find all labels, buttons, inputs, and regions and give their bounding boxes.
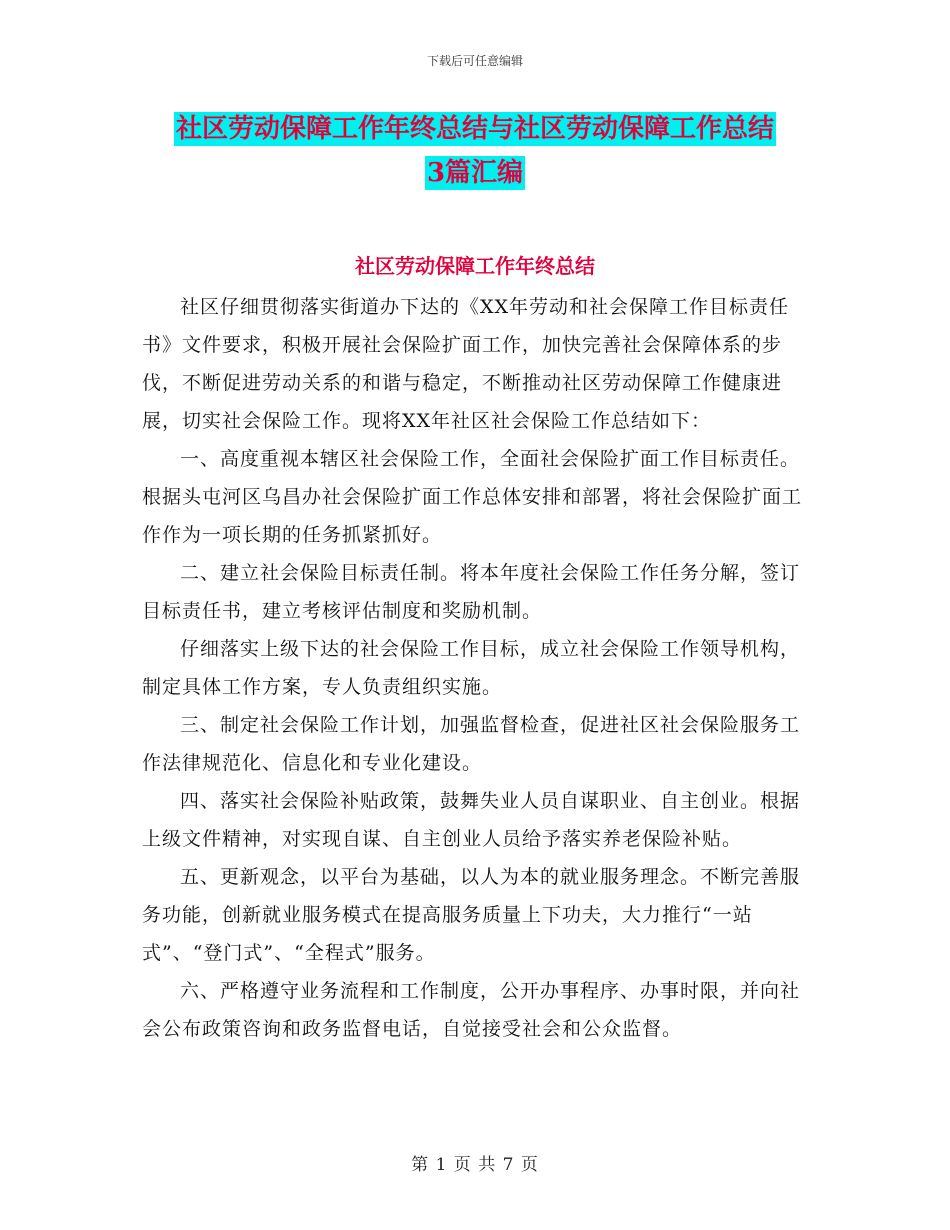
paragraph: 一、高度重视本辖区社会保险工作，全面社会保险扩面工作目标责任。根据头屯河区乌昌办社会保险扩面工作总体安排和部署，将社会保险扩面工作作为一项长期的任务抓紧抓好。: [142, 448, 803, 546]
paragraph: 六、严格遵守业务流程和工作制度，公开办事程序、办事时限，并向社会公布政策咨询和政务监督电话，自觉接受社会和公众监督。: [142, 980, 801, 1040]
paragraph: 社区仔细贯彻落实街道办下达的《XX年劳动和社会保障工作目标责任书》文件要求，积极开展社会保险扩面工作，加快完善社会保障体系的步伐，不断促进劳动关系的和谐与稳定，不断推动社区劳动保障工作健康进展，切实社会保险工作。现将XX年社区社会保险工作总结如下：: [142, 296, 790, 432]
section-title: 社区劳动保障工作年终总结: [355, 254, 595, 278]
document-body: [142, 288, 814, 1048]
document-title-line1: [0, 112, 950, 146]
paragraph: 三、制定社会保险工作计划，加强监督检查，促进社区社会保险服务工作法律规范化、信息化和专业化建设。: [142, 714, 801, 774]
paragraph: 二、建立社会保险目标责任制。将本年度社会保险工作任务分解，签订目标责任书，建立考核评估制度和奖励机制。: [142, 562, 801, 622]
page-footer: 第 1 页 共 7 页: [411, 1155, 539, 1175]
paragraph: 仔细落实上级下达的社会保险工作目标，成立社会保险工作领导机构，制定具体工作方案，专人负责组织实施。: [142, 638, 801, 698]
document-title-text-2: 3篇汇编: [426, 158, 524, 188]
paragraph: 五、更新观念，以平台为基础，以人为本的就业服务理念。不断完善服务功能，创新就业服务模式在提高服务质量上下功夫，大力推行“一站式”、“登门式”、“全程式”服务。: [142, 866, 801, 964]
document-title-text-1: 社区劳动保障工作年终总结与社区劳动保障工作总结: [175, 114, 774, 144]
header-note: 下载后可任意编辑: [426, 54, 523, 68]
paragraph: 四、落实社会保险补贴政策，鼓舞失业人员自谋职业、自主创业。根据上级文件精神，对实现自谋、自主创业人员给予落实养老保险补贴。: [142, 790, 801, 850]
document-title-line2: [0, 156, 950, 190]
